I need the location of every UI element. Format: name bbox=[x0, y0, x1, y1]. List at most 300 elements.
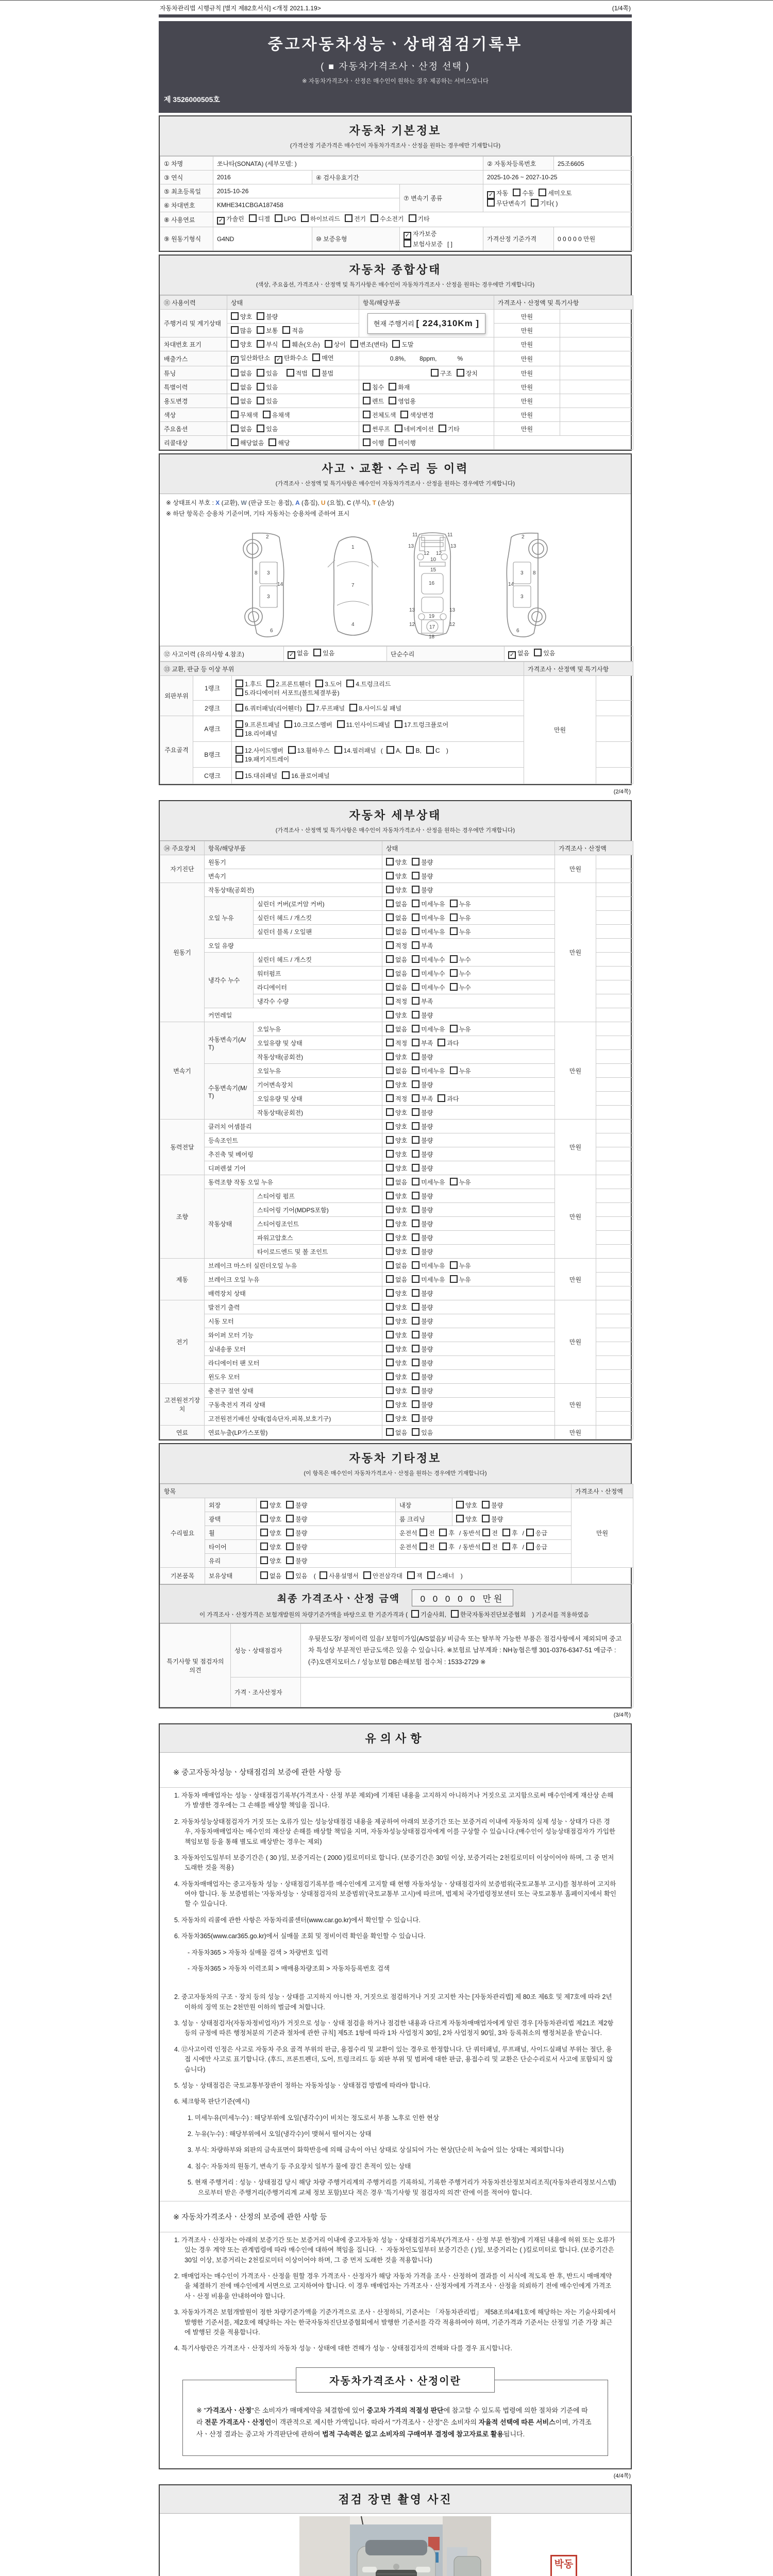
checkbox[interactable] bbox=[386, 1317, 394, 1325]
checkbox[interactable] bbox=[406, 746, 414, 754]
checkbox[interactable] bbox=[386, 1386, 394, 1394]
checkbox[interactable] bbox=[386, 1359, 394, 1366]
checkbox[interactable] bbox=[386, 969, 394, 977]
checkbox[interactable] bbox=[386, 1428, 394, 1436]
price-note-cell bbox=[596, 1078, 633, 1092]
checkbox[interactable] bbox=[412, 1080, 419, 1088]
checkbox[interactable] bbox=[431, 369, 439, 377]
checkbox[interactable] bbox=[412, 1219, 419, 1227]
checkbox[interactable] bbox=[482, 1501, 490, 1509]
checkbox[interactable] bbox=[231, 340, 239, 348]
checkbox[interactable] bbox=[231, 438, 239, 446]
checkbox[interactable] bbox=[450, 1178, 458, 1185]
checkbox[interactable] bbox=[526, 1529, 534, 1536]
checkbox[interactable] bbox=[487, 199, 495, 207]
checkbox[interactable] bbox=[386, 1178, 394, 1185]
checkbox[interactable] bbox=[412, 1039, 419, 1046]
checkbox[interactable] bbox=[386, 1289, 394, 1297]
checkbox[interactable] bbox=[325, 340, 332, 348]
checkbox[interactable] bbox=[386, 746, 394, 754]
checkbox[interactable] bbox=[395, 425, 402, 432]
checkbox[interactable] bbox=[502, 1543, 510, 1550]
checkbox[interactable] bbox=[539, 189, 546, 196]
checkbox[interactable] bbox=[412, 983, 419, 991]
option-label: 불량 bbox=[421, 1359, 433, 1367]
checkbox[interactable]: ✓ bbox=[487, 191, 495, 199]
checkbox[interactable] bbox=[386, 1372, 394, 1380]
checkbox[interactable] bbox=[260, 1501, 268, 1509]
checkbox[interactable] bbox=[457, 369, 464, 377]
option-label: 기술사회, bbox=[421, 1611, 446, 1618]
checkbox[interactable] bbox=[315, 680, 323, 687]
checkbox[interactable] bbox=[386, 1345, 394, 1352]
checkbox[interactable] bbox=[412, 1400, 419, 1408]
checkbox[interactable]: ✓ bbox=[508, 651, 516, 659]
checkbox[interactable] bbox=[502, 1529, 510, 1536]
state-options bbox=[382, 1161, 555, 1175]
option-label: 없음 bbox=[395, 1025, 408, 1033]
checkbox[interactable] bbox=[412, 913, 419, 921]
checkbox[interactable] bbox=[386, 1247, 394, 1255]
option-label: 부족 bbox=[421, 942, 433, 950]
checkbox[interactable] bbox=[386, 1275, 394, 1283]
checkbox[interactable] bbox=[412, 1289, 419, 1297]
checkbox[interactable] bbox=[395, 720, 402, 728]
price-note-cell bbox=[560, 324, 633, 337]
checkbox[interactable] bbox=[386, 941, 394, 949]
checkbox[interactable] bbox=[389, 397, 396, 404]
checkbox[interactable] bbox=[386, 1025, 394, 1032]
checkbox[interactable] bbox=[386, 1122, 394, 1130]
checkbox[interactable] bbox=[412, 1261, 419, 1269]
option-해당없음 bbox=[231, 438, 264, 447]
checkbox[interactable] bbox=[513, 189, 520, 196]
checkbox[interactable] bbox=[286, 1556, 294, 1564]
checkbox[interactable] bbox=[363, 425, 371, 432]
checkbox[interactable] bbox=[231, 383, 239, 391]
checkbox[interactable] bbox=[450, 900, 458, 907]
checkbox[interactable] bbox=[386, 1303, 394, 1311]
rank2-label: 2랭크 bbox=[193, 701, 232, 716]
checkbox[interactable] bbox=[450, 969, 458, 977]
checkbox[interactable] bbox=[257, 340, 264, 348]
svg-text:6: 6 bbox=[516, 628, 519, 634]
checkbox[interactable] bbox=[386, 1206, 394, 1213]
subgroup-label: 자동변속기(A/T) bbox=[205, 1022, 254, 1064]
table-row bbox=[160, 1624, 633, 1677]
checkbox[interactable] bbox=[386, 1150, 394, 1158]
checkbox[interactable] bbox=[386, 927, 394, 935]
option-label: 양호 bbox=[270, 1543, 282, 1551]
checkbox[interactable] bbox=[349, 704, 357, 711]
checkbox[interactable] bbox=[386, 1080, 394, 1088]
checkbox[interactable] bbox=[439, 1529, 447, 1536]
checkbox[interactable] bbox=[386, 1011, 394, 1019]
option-label: 응급 bbox=[535, 1543, 548, 1551]
checkbox[interactable] bbox=[284, 720, 292, 728]
checkbox[interactable] bbox=[236, 729, 243, 737]
option-label: 누유 bbox=[459, 914, 471, 922]
option-label: 응급 bbox=[535, 1529, 548, 1537]
checkbox[interactable] bbox=[412, 969, 419, 977]
glass-empty-cell bbox=[396, 1554, 572, 1568]
checkbox[interactable] bbox=[363, 383, 371, 391]
checkbox[interactable] bbox=[286, 1571, 294, 1579]
checkbox[interactable] bbox=[438, 1094, 445, 1102]
checkbox[interactable] bbox=[386, 1039, 394, 1046]
checkbox[interactable] bbox=[386, 1233, 394, 1241]
checkbox[interactable] bbox=[257, 383, 264, 391]
checkbox[interactable] bbox=[412, 1164, 419, 1172]
inspector-seal-stamp: 박동 bbox=[550, 2555, 577, 2576]
option-양호 bbox=[386, 1108, 407, 1117]
color-options bbox=[227, 408, 359, 422]
checkbox[interactable] bbox=[363, 1571, 371, 1579]
checkbox[interactable] bbox=[260, 1571, 268, 1579]
checkbox[interactable] bbox=[412, 1053, 419, 1060]
checkbox[interactable] bbox=[345, 214, 352, 222]
checkbox[interactable] bbox=[412, 872, 419, 879]
option-label: 세미오토 bbox=[548, 190, 572, 197]
checkbox[interactable] bbox=[386, 1108, 394, 1116]
notice-item: 1. 미세누유(미세누수) : 해당부위에 오일(냉각수)이 비치는 정도로서 부품 노후로 인한 현상 bbox=[188, 2114, 439, 2122]
checkbox[interactable] bbox=[386, 872, 394, 879]
checkbox[interactable] bbox=[363, 397, 371, 404]
option-label: 부족 bbox=[421, 1039, 433, 1047]
checkbox[interactable] bbox=[450, 1025, 458, 1032]
option-label: 전 bbox=[428, 1543, 435, 1551]
checkbox[interactable] bbox=[282, 326, 290, 334]
option-label: 적정 bbox=[395, 997, 408, 1005]
checkbox[interactable] bbox=[312, 353, 320, 361]
checkbox[interactable] bbox=[439, 425, 446, 432]
checkbox[interactable] bbox=[286, 1501, 294, 1509]
svg-text:8: 8 bbox=[533, 570, 536, 576]
polish-label: 광택 bbox=[205, 1512, 257, 1526]
photos-title: 점검 장면 촬영 사진 bbox=[338, 2493, 452, 2506]
checkbox[interactable] bbox=[412, 1247, 419, 1255]
checkbox[interactable] bbox=[257, 369, 264, 377]
checkbox[interactable] bbox=[282, 771, 290, 779]
checkbox[interactable] bbox=[288, 746, 296, 754]
checkbox[interactable] bbox=[412, 1150, 419, 1158]
checkbox[interactable] bbox=[386, 1136, 394, 1144]
checkbox[interactable] bbox=[412, 858, 419, 866]
checkbox[interactable] bbox=[386, 1053, 394, 1060]
checkbox[interactable] bbox=[456, 1501, 464, 1509]
option-불량 bbox=[412, 1359, 433, 1367]
checkbox[interactable] bbox=[412, 1428, 419, 1436]
option-양호 bbox=[386, 1303, 407, 1312]
checkbox[interactable] bbox=[438, 1039, 445, 1046]
checkbox[interactable] bbox=[260, 1556, 268, 1564]
checkbox[interactable] bbox=[407, 1571, 415, 1579]
item-label: 작동상태(공회전) bbox=[205, 883, 382, 897]
item-label: 작동상태(공회전) bbox=[254, 1050, 382, 1064]
state-options bbox=[382, 953, 555, 967]
checkbox[interactable] bbox=[412, 1386, 419, 1394]
option-label: 누유 bbox=[459, 900, 471, 908]
checkbox[interactable] bbox=[386, 1066, 394, 1074]
svg-text:2: 2 bbox=[522, 534, 525, 540]
vin-value: KMHE341CBGA187458 bbox=[213, 198, 400, 212]
checkbox[interactable] bbox=[412, 1372, 419, 1380]
checkbox[interactable] bbox=[412, 1011, 419, 1019]
state-options bbox=[382, 1398, 555, 1412]
detail-row bbox=[160, 1384, 633, 1398]
mileage-label: 주행거리 및 계기상태 bbox=[160, 310, 227, 337]
table-row bbox=[160, 212, 633, 227]
checkbox[interactable] bbox=[260, 1529, 268, 1536]
checkbox[interactable] bbox=[231, 411, 239, 418]
option-양호 bbox=[260, 1556, 281, 1565]
checkbox[interactable] bbox=[426, 746, 434, 754]
checkbox[interactable] bbox=[412, 955, 419, 963]
checkbox[interactable] bbox=[389, 383, 396, 391]
checkbox[interactable] bbox=[404, 240, 411, 247]
checkbox[interactable] bbox=[371, 214, 378, 222]
option-후 bbox=[502, 1529, 518, 1537]
checkbox[interactable] bbox=[411, 1610, 419, 1618]
checkbox[interactable] bbox=[409, 214, 416, 222]
checkbox[interactable] bbox=[313, 649, 321, 656]
special-history-item-options bbox=[359, 380, 494, 394]
notice-item: - 자동차365 > 자동차 실매물 검색 > 차량번호 입력 bbox=[188, 1948, 328, 1956]
device-label: 전기 bbox=[160, 1300, 205, 1384]
checkbox[interactable] bbox=[412, 1066, 419, 1074]
checkbox[interactable] bbox=[412, 1275, 419, 1283]
checkbox[interactable] bbox=[412, 1345, 419, 1352]
notices-body bbox=[160, 1753, 631, 2362]
checkbox[interactable] bbox=[307, 704, 314, 711]
checkbox[interactable] bbox=[412, 1331, 419, 1338]
checkbox[interactable] bbox=[450, 1261, 458, 1269]
checkbox[interactable]: ✓ bbox=[275, 356, 282, 364]
checkbox[interactable] bbox=[534, 649, 542, 656]
checkbox[interactable] bbox=[334, 746, 342, 754]
checkbox[interactable] bbox=[386, 1192, 394, 1199]
checkbox[interactable] bbox=[287, 369, 294, 377]
checkbox[interactable] bbox=[386, 1164, 394, 1172]
checkbox[interactable] bbox=[412, 1359, 419, 1366]
checkbox[interactable] bbox=[386, 1331, 394, 1338]
checkbox[interactable] bbox=[531, 199, 539, 207]
checkbox[interactable] bbox=[439, 1543, 447, 1550]
checkbox[interactable] bbox=[412, 1192, 419, 1199]
checkbox[interactable] bbox=[450, 1275, 458, 1283]
table-row bbox=[160, 351, 633, 366]
checkbox[interactable] bbox=[257, 312, 264, 320]
price-note-cell bbox=[596, 911, 633, 925]
checkbox[interactable] bbox=[386, 1414, 394, 1422]
option-불량 bbox=[412, 872, 433, 880]
checkbox[interactable] bbox=[236, 704, 243, 711]
checkbox[interactable] bbox=[286, 1529, 294, 1536]
checkbox[interactable] bbox=[386, 1094, 394, 1102]
item-label: 브레이크 마스터 실린더오일 누유 bbox=[205, 1259, 382, 1273]
price-note-cell bbox=[596, 855, 633, 869]
checkbox[interactable] bbox=[450, 1066, 458, 1074]
option-양호 bbox=[386, 1136, 407, 1145]
item-label: 라디에이터 팬 모터 bbox=[205, 1356, 382, 1370]
checkbox[interactable] bbox=[231, 369, 239, 377]
option-label: 양호 bbox=[395, 1220, 408, 1228]
price-note-cell bbox=[560, 408, 633, 422]
checkbox[interactable] bbox=[450, 927, 458, 935]
checkbox[interactable] bbox=[400, 411, 408, 418]
checkbox[interactable] bbox=[260, 1543, 268, 1550]
checkbox[interactable] bbox=[386, 955, 394, 963]
col-item: 항목/해당부품 bbox=[359, 296, 494, 310]
checkbox[interactable] bbox=[301, 214, 309, 222]
checkbox[interactable] bbox=[260, 1515, 268, 1522]
checkbox[interactable] bbox=[236, 771, 243, 779]
checkbox[interactable] bbox=[386, 900, 394, 907]
checkbox[interactable] bbox=[312, 369, 320, 377]
room-cleaning-options bbox=[452, 1512, 572, 1526]
option-label: 불량 bbox=[421, 1373, 433, 1381]
checkbox[interactable] bbox=[257, 425, 264, 432]
checkbox[interactable] bbox=[236, 688, 243, 696]
checkbox[interactable] bbox=[412, 886, 419, 893]
checkbox[interactable] bbox=[346, 680, 354, 687]
checkbox[interactable] bbox=[412, 1136, 419, 1144]
checkbox[interactable] bbox=[450, 913, 458, 921]
checkbox[interactable] bbox=[231, 425, 239, 432]
rankC-options bbox=[232, 768, 524, 784]
checkbox[interactable] bbox=[412, 927, 419, 935]
option-불량 bbox=[412, 1150, 433, 1159]
checkbox[interactable] bbox=[419, 1543, 427, 1550]
option-label: 구조 bbox=[440, 369, 452, 377]
checkbox[interactable] bbox=[412, 1122, 419, 1130]
checkbox[interactable] bbox=[386, 913, 394, 921]
checkbox[interactable] bbox=[412, 1206, 419, 1213]
checkbox[interactable] bbox=[412, 1414, 419, 1422]
damage-code-desc: (요철), bbox=[325, 499, 347, 506]
checkbox[interactable] bbox=[236, 720, 243, 728]
checkbox[interactable] bbox=[450, 955, 458, 963]
price-note-cell bbox=[596, 1398, 633, 1412]
price-cell: 만원 bbox=[555, 1022, 596, 1120]
checkbox[interactable] bbox=[526, 1543, 534, 1550]
checkbox[interactable] bbox=[231, 397, 239, 404]
checkbox[interactable] bbox=[275, 214, 282, 222]
checkbox[interactable] bbox=[412, 1317, 419, 1325]
checkbox[interactable] bbox=[482, 1515, 490, 1522]
checkbox[interactable]: ✓ bbox=[288, 651, 295, 659]
checkbox[interactable] bbox=[419, 1529, 427, 1536]
checkbox[interactable] bbox=[236, 680, 243, 687]
checkbox[interactable] bbox=[389, 438, 396, 446]
checkbox[interactable] bbox=[386, 858, 394, 866]
checkbox[interactable] bbox=[386, 1400, 394, 1408]
checkbox[interactable] bbox=[363, 438, 371, 446]
option-label: 매연 bbox=[322, 354, 334, 362]
option-label: 양호 bbox=[395, 1234, 408, 1242]
checkbox[interactable] bbox=[412, 1094, 419, 1102]
checkbox[interactable] bbox=[236, 755, 243, 762]
checkbox[interactable] bbox=[282, 340, 290, 348]
option-양호 bbox=[386, 1247, 407, 1256]
checkbox[interactable] bbox=[412, 1108, 419, 1116]
checkbox[interactable] bbox=[427, 1571, 435, 1579]
checkbox[interactable] bbox=[263, 411, 271, 418]
checkbox[interactable] bbox=[412, 900, 419, 907]
option-label: 양호 bbox=[395, 1192, 408, 1200]
checkbox[interactable] bbox=[350, 340, 358, 348]
checkbox[interactable] bbox=[320, 1571, 327, 1579]
checkbox[interactable] bbox=[450, 983, 458, 991]
checkbox[interactable] bbox=[337, 720, 345, 728]
checkbox[interactable] bbox=[363, 411, 371, 418]
checkbox[interactable] bbox=[392, 340, 400, 348]
checkbox[interactable] bbox=[482, 1529, 490, 1536]
checkbox[interactable] bbox=[386, 983, 394, 991]
checkbox[interactable] bbox=[482, 1543, 490, 1550]
price-cell: 만원 bbox=[494, 366, 560, 380]
checkbox[interactable] bbox=[231, 312, 239, 320]
option-탄화수소 bbox=[275, 353, 308, 364]
option-label: 13.휠하우스 bbox=[297, 747, 330, 754]
checkbox[interactable] bbox=[451, 1610, 459, 1618]
checkbox[interactable] bbox=[386, 886, 394, 893]
checkbox[interactable] bbox=[286, 1543, 294, 1550]
checkbox[interactable] bbox=[257, 397, 264, 404]
checkbox[interactable] bbox=[257, 326, 264, 334]
checkbox[interactable] bbox=[412, 1178, 419, 1185]
price-note-cell bbox=[560, 422, 633, 436]
price-note-cell bbox=[596, 1133, 633, 1147]
option-수소전기 bbox=[371, 214, 404, 223]
checkbox[interactable]: ✓ bbox=[217, 217, 225, 225]
table-header-row bbox=[160, 662, 633, 676]
option-많음 bbox=[231, 326, 252, 335]
checkbox[interactable] bbox=[266, 680, 274, 687]
checkbox[interactable] bbox=[412, 1303, 419, 1311]
state-options bbox=[382, 1050, 555, 1064]
option-있음 bbox=[313, 649, 334, 657]
option-불량 bbox=[412, 1317, 433, 1326]
checkbox[interactable] bbox=[231, 326, 239, 334]
option-label: 미세누유 bbox=[421, 914, 445, 922]
checkbox[interactable] bbox=[412, 1025, 419, 1032]
option-부족 bbox=[412, 1094, 433, 1103]
checkbox[interactable] bbox=[286, 1515, 294, 1522]
checkbox[interactable] bbox=[236, 746, 243, 754]
checkbox[interactable] bbox=[386, 1219, 394, 1227]
glass-label: 유리 bbox=[205, 1554, 257, 1568]
checkbox[interactable] bbox=[386, 1261, 394, 1269]
checkbox[interactable] bbox=[386, 997, 394, 1005]
option-label: 누유 bbox=[459, 1262, 471, 1269]
checkbox[interactable]: ✓ bbox=[404, 232, 411, 240]
checkbox[interactable] bbox=[412, 997, 419, 1005]
option-label: 보통 bbox=[266, 327, 278, 334]
checkbox[interactable] bbox=[249, 214, 257, 222]
pricing-info-segment: 전문 가격조사ㆍ산정인 bbox=[205, 2418, 272, 2427]
checkbox[interactable] bbox=[268, 438, 276, 446]
checkbox[interactable]: ✓ bbox=[231, 356, 239, 364]
checkbox[interactable] bbox=[412, 941, 419, 949]
checkbox[interactable] bbox=[412, 1233, 419, 1241]
option-불량 bbox=[412, 1303, 433, 1312]
option-label: 불량 bbox=[491, 1515, 503, 1523]
checkbox[interactable] bbox=[456, 1515, 464, 1522]
option-label: 불량 bbox=[421, 1248, 433, 1256]
option-label: 부족 bbox=[421, 1095, 433, 1103]
svg-text:3: 3 bbox=[520, 594, 524, 600]
